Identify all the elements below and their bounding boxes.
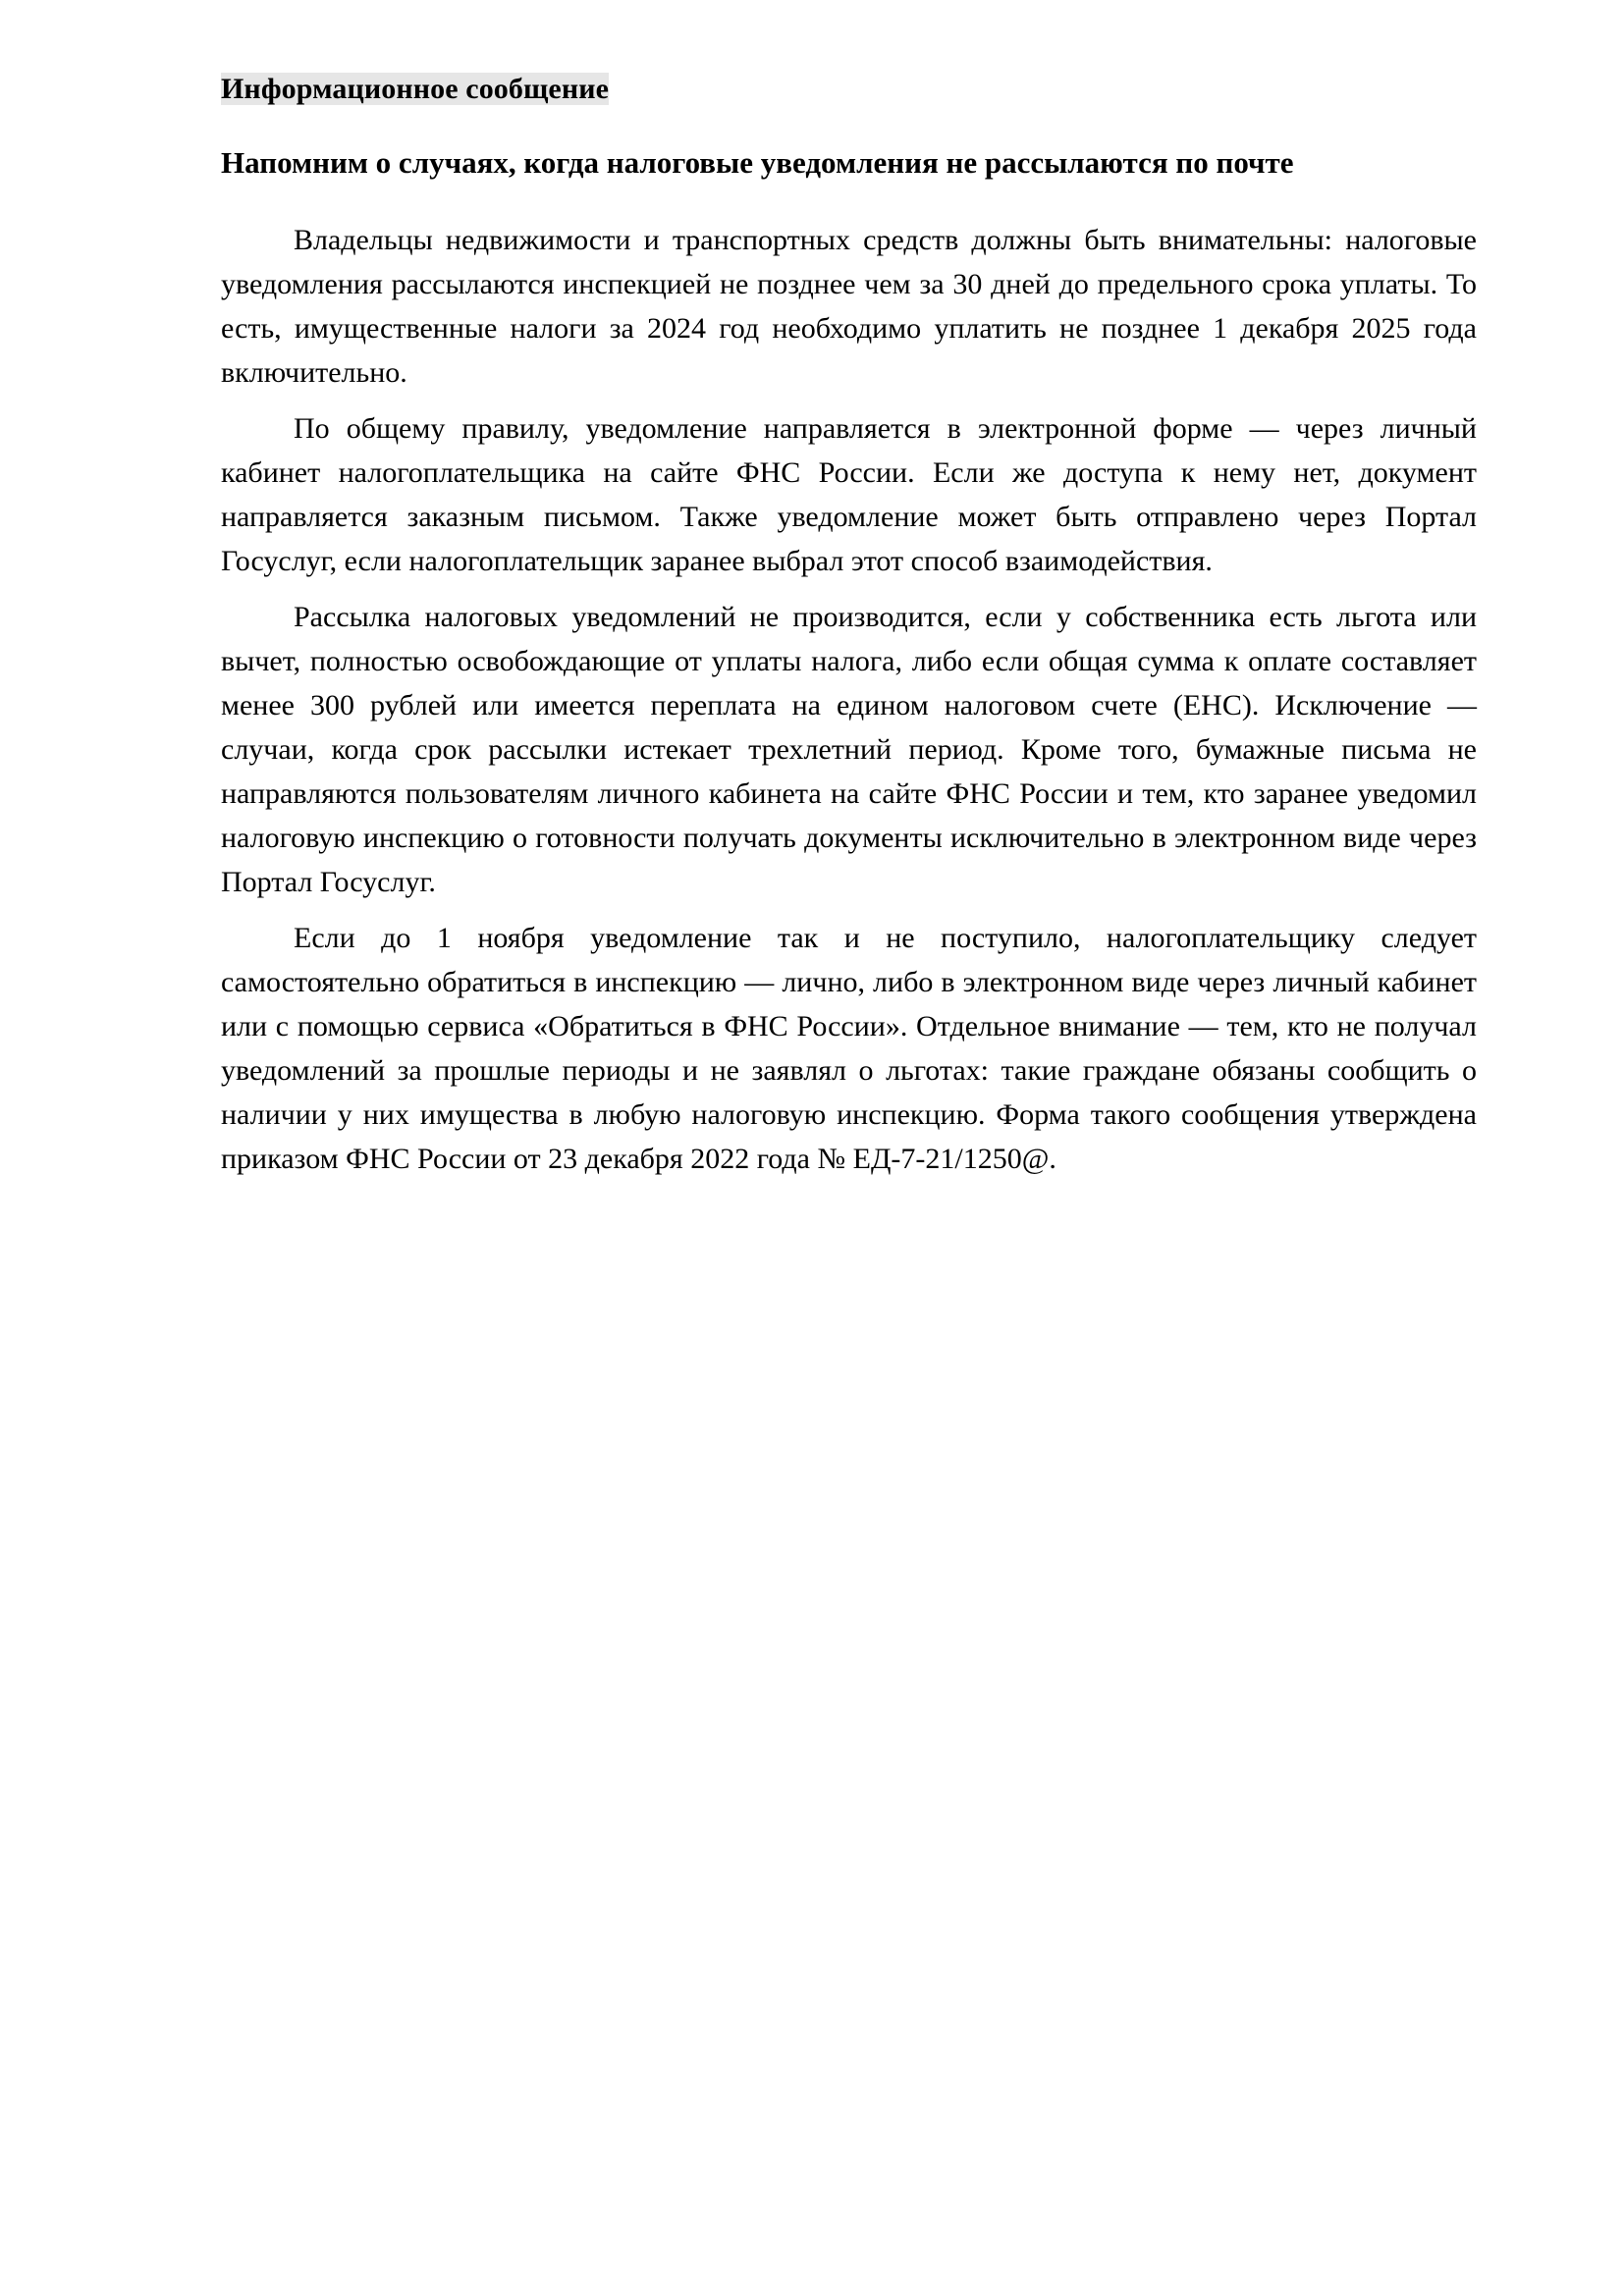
body-paragraph-4: Если до 1 ноября уведомление так и не поступило, налогоплательщику следует самостоятельно обратиться в инспекцию — лично, либо в электронном виде через личный кабинет или с помощью сервиса «Обратиться в ФНС России». Отдельное внимание — тем, кто не получал уведомлений за прошлые периоды и не заявлял о льготах: такие граждане обязаны сообщить о наличии у них имущества в любую налоговую инспекцию. Форма такого сообщения утверждена приказом ФНС России от 23 декабря 2022 года № ЕД-7-21/1250@. <box>221 921 1477 1175</box>
page-title: Напомним о случаях, когда налоговые уведомления не рассылаются по почте <box>221 144 1294 180</box>
body-paragraph-2: По общему правилу, уведомление направляется в электронной форме — через личный кабинет налогоплательщика на сайте ФНС России. Если же доступа к нему нет, документ направляется заказным письмом. Также уведомление может быть отправлено через Портал Госуслуг, если налогоплательщик заранее выбрал этот способ взаимодействия. <box>221 411 1477 577</box>
document-label-line <box>221 71 1477 108</box>
document-label: Информационное сообщение <box>221 73 610 105</box>
body-paragraph-1: Владельцы недвижимости и транспортных средств должны быть внимательны: налоговые уведомления рассылаются инспекцией не позднее чем за 30 дней до предельного срока уплаты. То есть, имущественные налоги за 2024 год необходимо уплатить не позднее 1 декабря 2025 года включительно. <box>221 223 1477 389</box>
body-paragraph-3: Рассылка налоговых уведомлений не производится, если у собственника есть льгота или вычет, полностью освобождающие от уплаты налога, либо если общая сумма к оплате составляет менее 300 рублей или имеется переплата на едином налоговом счете (ЕНС). Исключение — случаи, когда срок рассылки истекает трехлетний период. Кроме того, бумажные письма не направляются пользователям личного кабинета на сайте ФНС России и тем, кто заранее уведомил налоговую инспекцию о готовности получать документы исключительно в электронном виде через Портал Госуслуг. <box>221 600 1477 898</box>
